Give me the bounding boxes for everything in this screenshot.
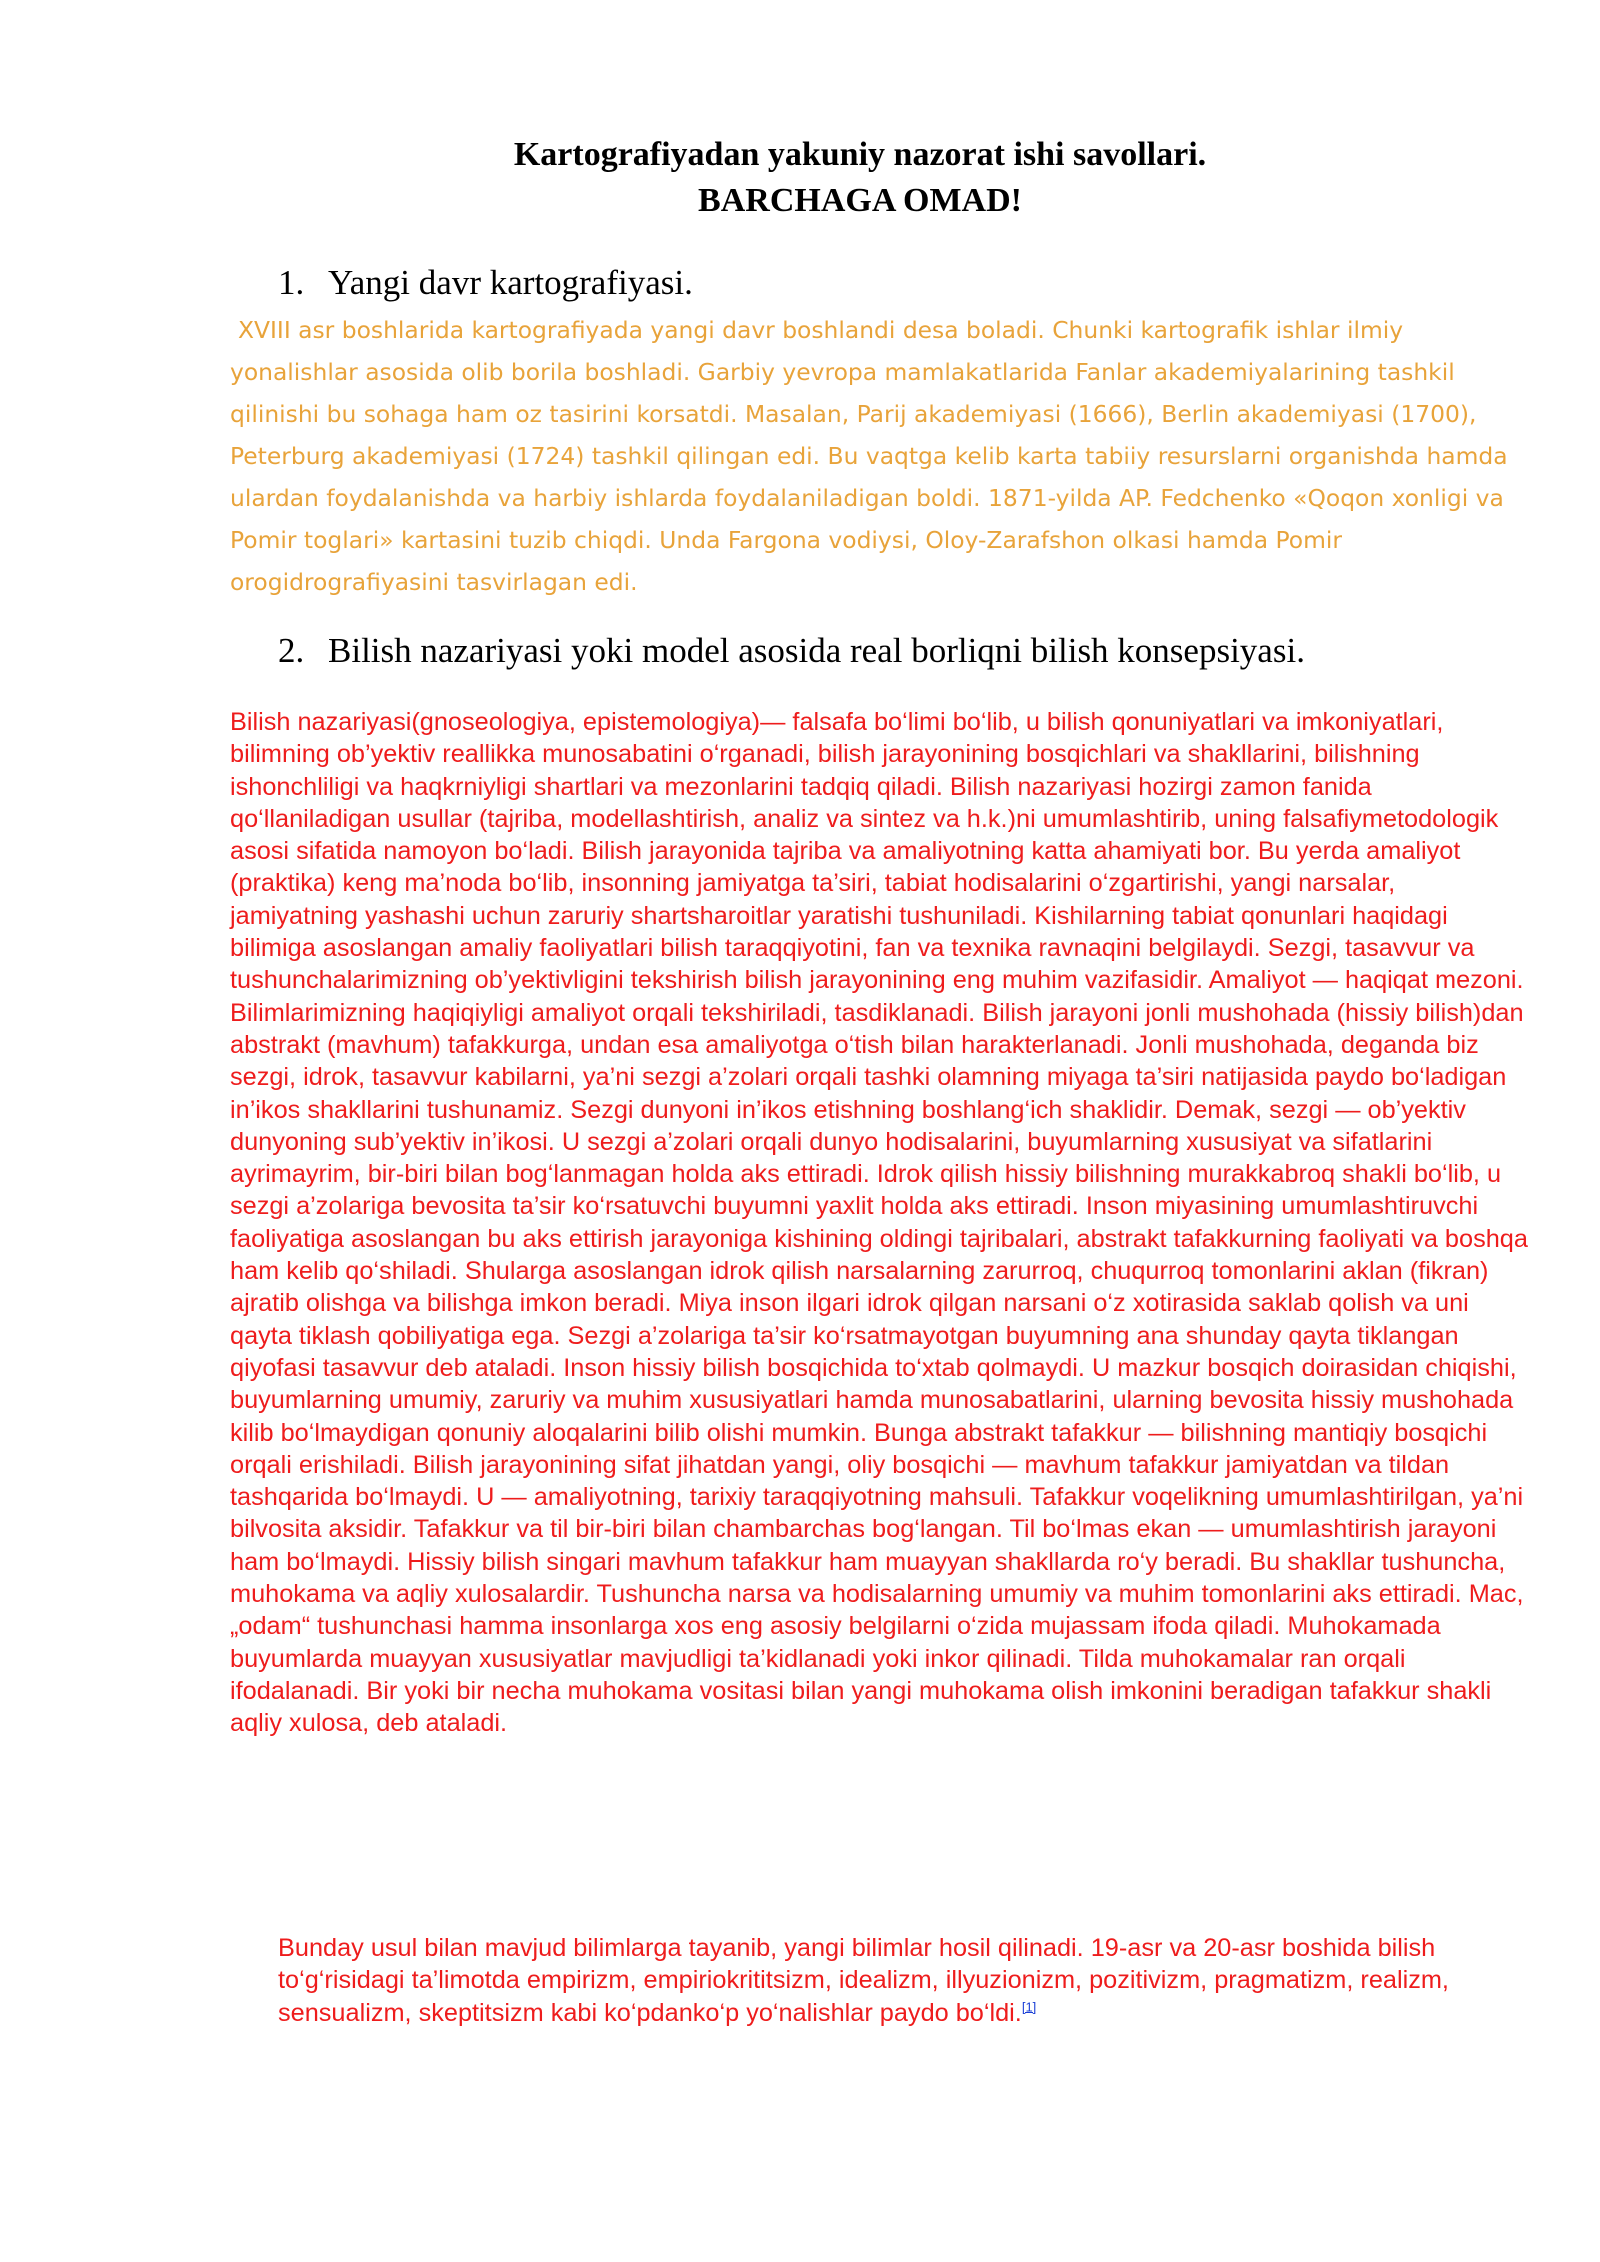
section-1-heading-text: Yangi davr kartografiyasi. <box>328 263 693 302</box>
section-2-paragraph: Bilish nazariyasi(gnoseologiya, epistemologiya)— falsafa bo‘limi bo‘lib, u bilish qonuniyatlari va imkoniyatlari, bilimning ob’yektiv reallikka munosabatini o‘rganadi, bilish jarayonining bosqichlari va shakllarini, bilishning ishonchliligi va haqkrniyligi shartlari va mezonlarini tadqiq qiladi. Bilish nazariyasi hozirgi zamon fanida qo‘llaniladigan usullar (tajriba, modellashtirish, analiz va sintez va h.k.)ni umumlashtirib, uning falsafiymetodologik asosi sifatida namoyon bo‘ladi. Bilish jarayonida tajriba va amaliyotning katta ahamiyati bor. Bu yerda amaliyot (praktika) keng ma’noda bo‘lib, insonning jamiyatga ta’siri, tabiat hodisalarini o‘zgartirishi, yangi narsalar, jamiyatning yashashi uchun zaruriy shartsharoitlar yaratishi tushuniladi. Kishilarning tabiat qonunlari haqidagi bilimiga asoslangan amaliy faoliyatlari bilish taraqqiyotini, fan va texnika ravnaqini belgilaydi. Sezgi, tasavvur va tushunchalarimizning ob’yektivligini tekshirish bilish jarayonining eng muhim vazifasidir. Amaliyot — haqiqat mezoni. Bilimlarimizning haqiqiyligi amaliyot orqali tekshiriladi, tasdiklanadi. Bilish jarayoni jonli mushohada (hissiy bilish)dan abstrakt (mavhum) tafakkurga, undan esa amaliyotga o‘tish bilan harakterlanadi. Jonli mushohada, deganda biz sezgi, idrok, tasavvur kabilarni, ya’ni sezgi a’zolari orqali tashki olamning miyaga ta’siri natijasida paydo bo‘ladigan in’ikos shakllarini tushunamiz. Sezgi dunyoni in’ikos etishning boshlang‘ich shaklidir. Demak, sezgi — ob’yektiv dunyoning sub’yektiv in’ikosi. U sezgi a’zolari orqali dunyo hodisalarini, buyumlarning xususiyat va sifatlarini ayrimayrim, bir-biri bilan bog‘lanmagan holda aks ettiradi. Idrok qilish hissiy bilishning murakkabroq shakli bo‘lib, u sezgi a’zolariga bevosita ta’sir ko‘rsatuvchi buyumni yaxlit holda aks ettiradi. Inson miyasining umumlashtiruvchi faoliyatiga asoslangan bu aks ettirish jarayoniga kishining oldingi tajribalari, abstrakt tafakkurning faoliyati va boshqa ham kelib qo‘shiladi. Shularga asoslangan idrok qilish narsalarning zarurroq, chuqurroq tomonlarini aklan (fikran) ajratib olishga va bilishga imkon beradi. Miya inson ilgari idrok qilgan narsani o‘z xotirasida saklab qolish va uni qayta tiklash qobiliyatiga ega. Sezgi a’zolariga ta’sir ko‘rsatmayotgan buyumning ana shunday qayta tiklangan qiyofasi tasavvur deb ataladi. Inson hissiy bilish bosqichida to‘xtab qolmaydi. U mazkur bosqich doirasidan chiqishi, buyumlarning umumiy, zaruriy va muhim xususiyatlari hamda munosabatlarini, ularning bevosita hissiy mushohada kilib bo‘lmaydigan qonuniy aloqalarini bilib olishi mumkin. Bunga abstrakt tafakkur — bilishning mantiqiy bosqichi orqali erishiladi. Bilish jarayonining sifat jihatdan yangi, oliy bosqichi — mavhum tafakkur jamiyatdan va tildan tashqarida bo‘lmaydi. U — amaliyotning, tarixiy taraqqiyotning mahsuli. Tafakkur voqelikning umumlashtirilgan, ya’ni bilvosita aksidir. Tafakkur va til bir-biri bilan chambarchas bog‘langan. Til bo‘lmas ekan — umumlashtirish jarayoni ham bo‘lmaydi. Hissiy bilish singari mavhum tafakkur ham muayyan shakllarda ro‘y beradi. Bu shakllar tushuncha, muhokama va aqliy xulosalardir. Tushuncha narsa va hodisalarning umumiy va muhim tomonlarini aks ettiradi. Mac, „odam“ tushunchasi hamma insonlarga xos eng asosiy belgilarni o‘zida mujassam ifoda qiladi. Muhokamada buyumlarda muayyan xususiyatlar mavjudligi ta’kidlanadi yoki inkor qilinadi. Tilda muhokamalar ran orqali ifodalanadi. Bir yoki bir necha muhokama vositasi bilan yangi muhokama olish imkonini beradigan tafakkur shakli aqliy xulosa, deb ataladi. <box>230 708 1528 1738</box>
title-line-1: Kartografiyadan yakuniy nazorat ishi savollari. <box>513 136 1207 173</box>
section-2-closing-paragraph <box>278 1932 1528 2029</box>
section-2-heading-text: Bilish nazariyasi yoki model asosida real borliqni bilish konsepsiyasi. <box>328 631 1305 670</box>
title-line-2: BARCHAGA OMAD! <box>698 182 1022 219</box>
section-1-heading <box>278 261 693 305</box>
section-2-heading <box>278 629 1305 673</box>
section-1-number: 1. <box>278 263 305 302</box>
section-2-body <box>230 706 1530 1740</box>
footnote-link[interactable]: [1] <box>1021 1999 1037 2015</box>
section-1-paragraph: XVIII asr boshlarida kartografiyada yangi davr boshlandi desa boladi. Chunki kartografik ishlar ilmiy yonalishlar asosida olib borila boshladi. Garbiy yevropa mamlakatlarida Fanlar akademiyalarining tashkil qilinishi bu sohaga ham oz tasirini korsatdi. Masalan, Parij akademiyasi (1666), Berlin akademiyasi (1700), Peterburg akademiyasi (1724) tashkil qilingan edi. Bu vaqtga kelib karta tabiiy resurslarni organishda hamda ulardan foydalanishda va harbiy ishlarda foydalaniladigan boldi. 1871-yilda AP. Fedchenko «Qoqon xonligi va Pomir toglari» kartasini tuzib chiqdi. Unda Fargona vodiysi, Oloy-Zarafshon olkasi hamda Pomir orogidrografiyasini tasvirlagan edi. <box>230 316 1508 596</box>
section-1-body <box>230 309 1520 603</box>
section-2-closing-text: Bunday usul bilan mavjud bilimlarga tayanib, yangi bilimlar hosil qilinadi. 19-asr va 20-asr boshida bilish to‘g‘risidagi ta’limotda empirizm, empiriokrititsizm, idealizm, illyuzionizm, pozitivizm, pragmatizm, realizm, sensualizm, skeptitsizm kabi ko‘pdanko‘p yo‘nalishlar paydo bo‘ldi. <box>278 1934 1449 2027</box>
section-2-number: 2. <box>278 631 305 670</box>
section-2-closing <box>278 1932 1528 2029</box>
document-title <box>0 132 1600 224</box>
